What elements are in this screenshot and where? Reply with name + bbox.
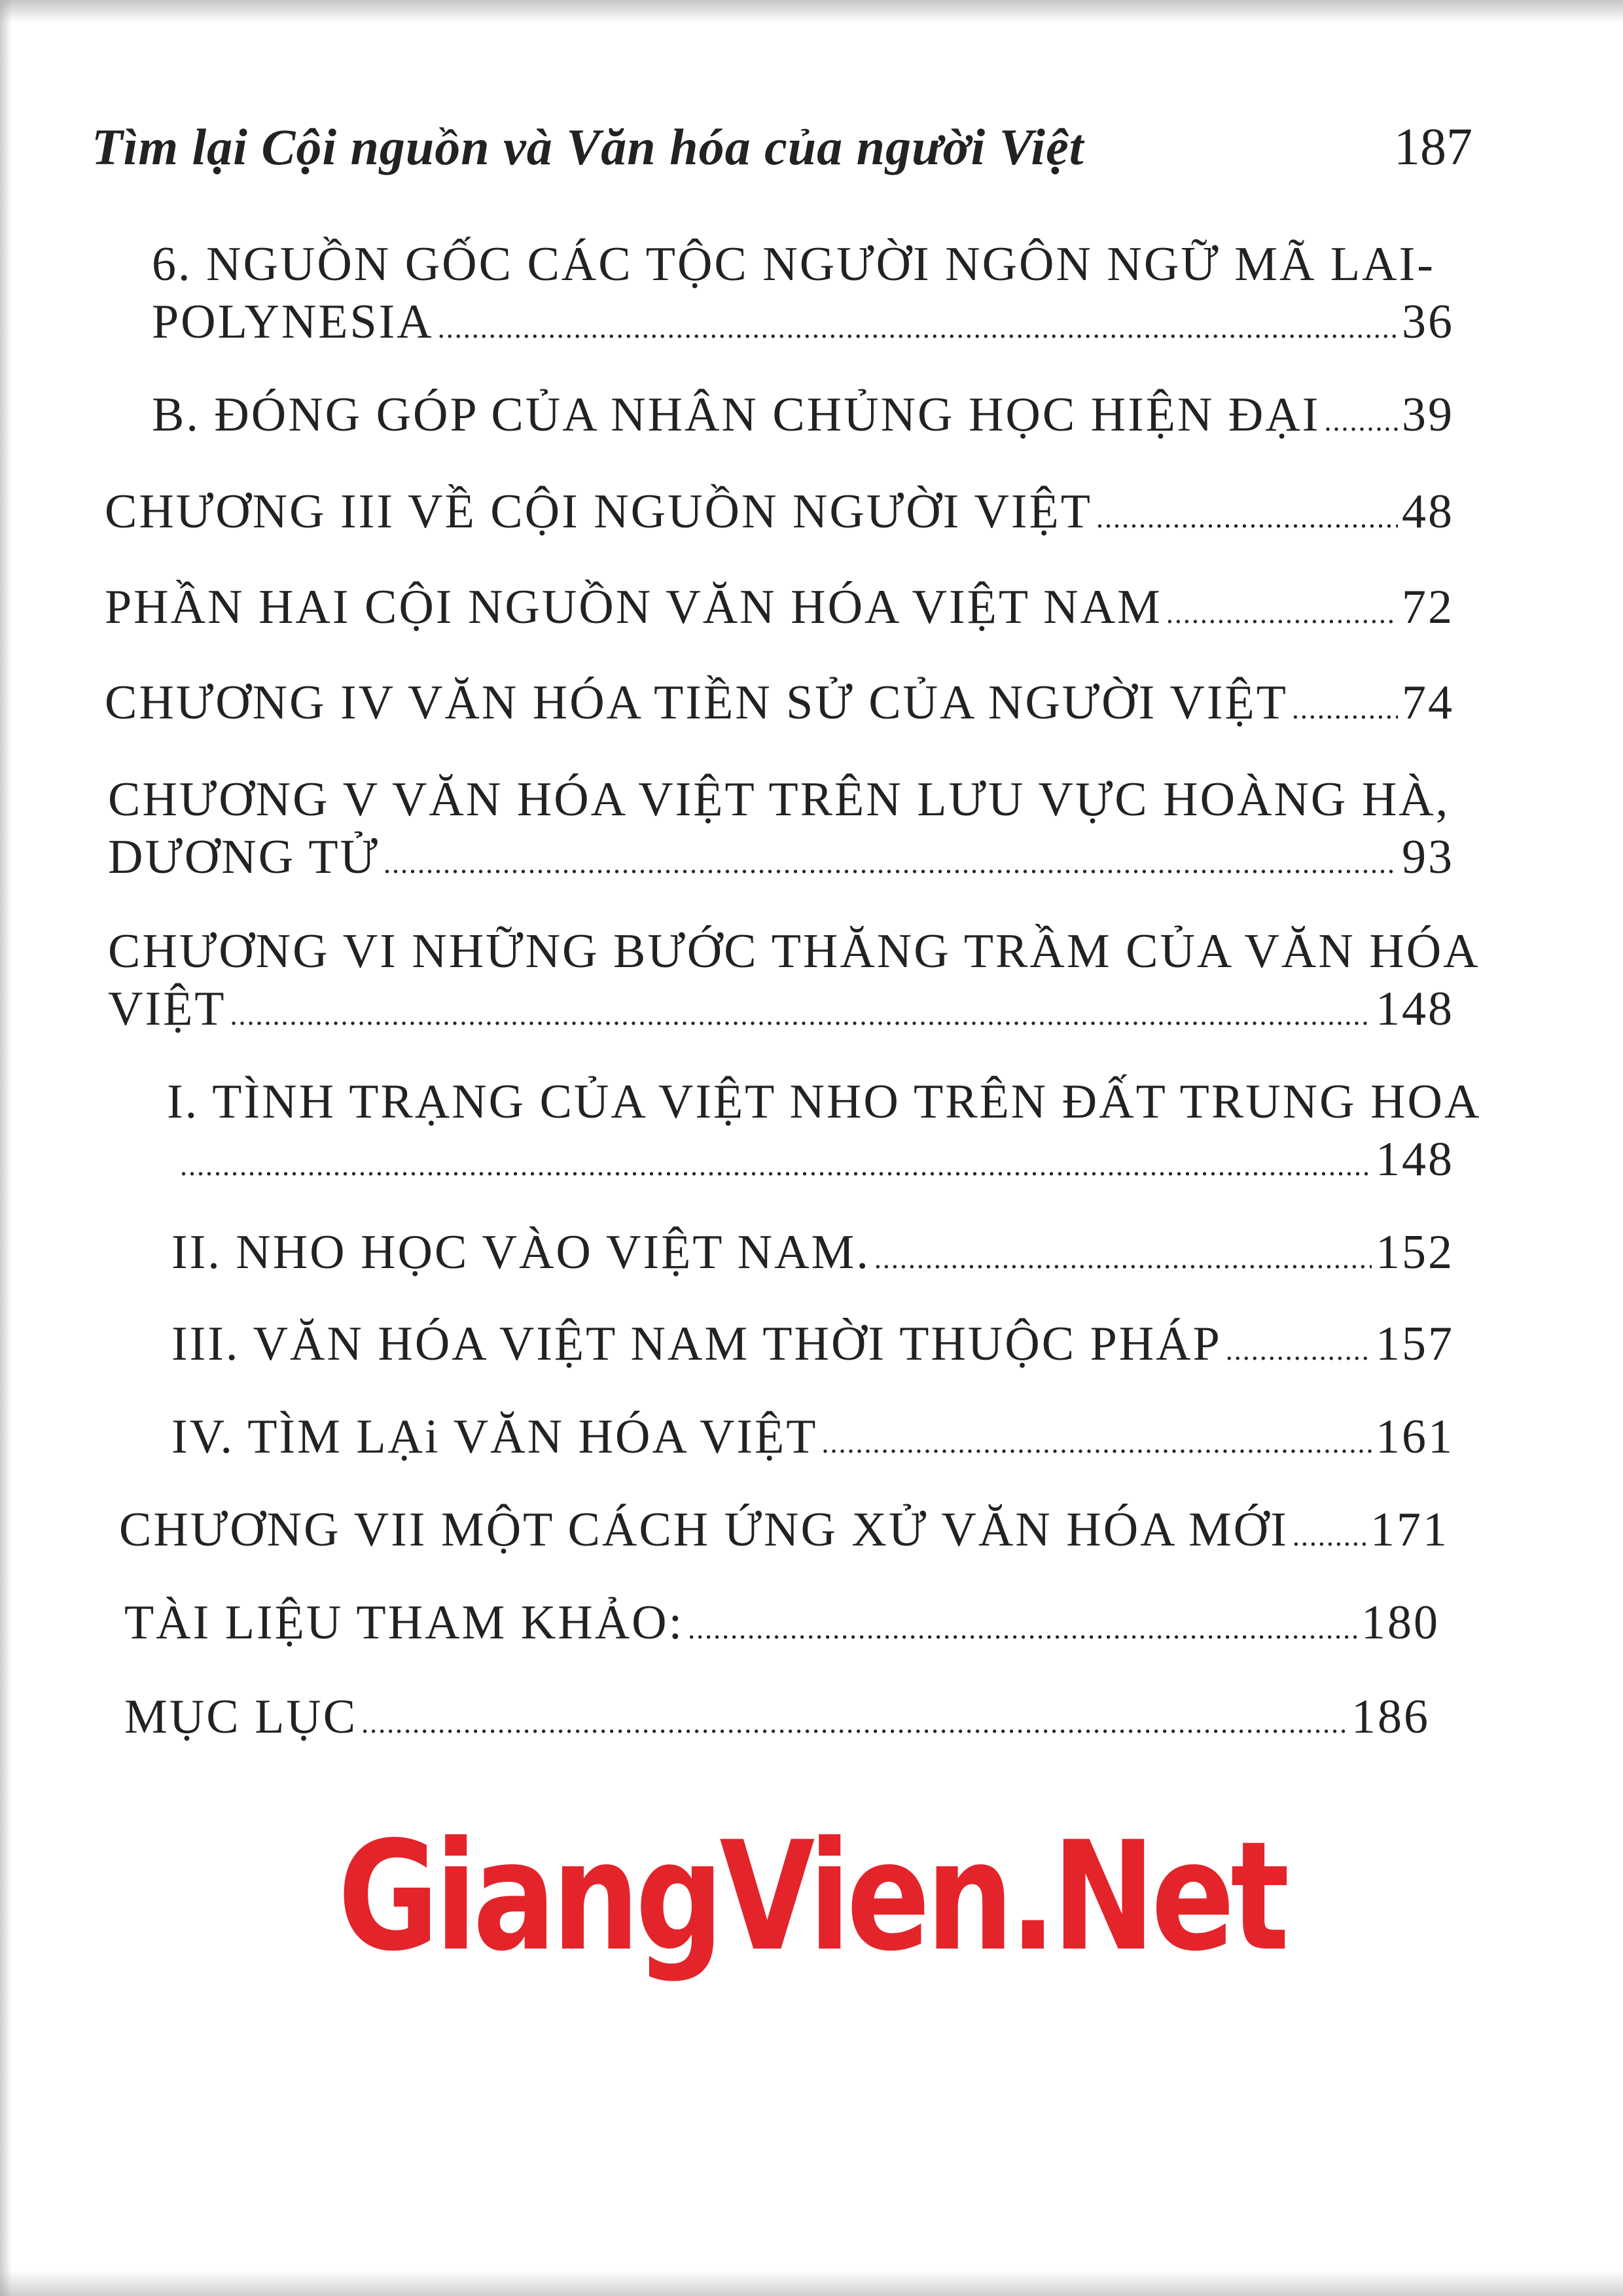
toc-entry xyxy=(108,771,1454,886)
toc-entry-title: CHƯƠNG VII MỘT CÁCH ỨNG XỬ VĂN HÓA MỚI xyxy=(119,1503,1289,1557)
leader-dots xyxy=(438,300,1398,357)
toc-entry-page: 148 xyxy=(1376,982,1454,1036)
toc-entry-page: 171 xyxy=(1370,1503,1449,1557)
toc-entry xyxy=(105,483,1454,540)
toc-entry-page: 161 xyxy=(1376,1410,1454,1464)
toc-entry xyxy=(152,236,1454,351)
toc-entry-title: B. ĐÓNG GÓP CỦA NHÂN CHỦNG HỌC HIỆN ĐẠI xyxy=(152,388,1321,442)
leader-dots xyxy=(1226,1322,1372,1379)
toc-entry-title: CHƯƠNG V VĂN HÓA VIỆT TRÊN LƯU VỰC HOÀNG HÀ, xyxy=(108,773,1450,826)
toc-entry-title-continued: POLYNESIA xyxy=(152,295,434,349)
toc-entry-title: PHẦN HAI CỘI NGUỒN VĂN HÓA VIỆT NAM xyxy=(105,580,1162,634)
watermark-logo: GiangVien.Net xyxy=(338,1810,1285,1985)
toc-entry-page: 180 xyxy=(1361,1596,1440,1650)
toc-entry xyxy=(105,674,1454,732)
toc-entry-title: 6. NGUỒN GỐC CÁC TỘC NGƯỜI NGÔN NGỮ MÃ LAI- xyxy=(152,238,1435,291)
toc-entry-page: 152 xyxy=(1376,1226,1454,1279)
leader-dots xyxy=(1292,680,1398,738)
leader-dots xyxy=(874,1230,1372,1288)
toc-entry-page: 72 xyxy=(1402,580,1454,634)
page-number: 187 xyxy=(1394,118,1472,176)
leader-dots xyxy=(361,1695,1347,1752)
toc-entry-title: II. NHO HỌC VÀO VIỆT NAM. xyxy=(171,1226,870,1279)
toc-entry-title-continued: DƯƠNG TỬ xyxy=(108,830,380,884)
toc-entry-title: CHƯƠNG III VỀ CỘI NGUỒN NGƯỜI VIỆT xyxy=(105,485,1092,539)
toc-entry xyxy=(105,578,1454,636)
toc-entry xyxy=(171,1315,1454,1373)
leader-dots xyxy=(688,1600,1357,1658)
leader-dots xyxy=(1096,489,1398,547)
leader-dots xyxy=(1324,393,1398,450)
toc-entry xyxy=(167,1073,1482,1188)
toc-entry xyxy=(119,1501,1449,1559)
toc-entry-page: 48 xyxy=(1402,485,1454,539)
toc-entry xyxy=(171,1224,1454,1281)
leader-dots xyxy=(230,987,1372,1044)
toc-entry-title: III. VĂN HÓA VIỆT NAM THỜI THUỘC PHÁP xyxy=(171,1317,1222,1371)
toc-entry-title: CHƯƠNG IV VĂN HÓA TIỀN SỬ CỦA NGƯỜI VIỆT xyxy=(105,676,1288,730)
toc-entry-title: IV. TÌM LẠi VĂN HÓA VIỆT xyxy=(171,1410,818,1464)
toc-entry-page: 157 xyxy=(1376,1317,1454,1371)
toc-entry-title: I. TÌNH TRẠNG CỦA VIỆT NHO TRÊN ĐẤT TRUNG HOA xyxy=(167,1075,1482,1129)
toc-entry-page: 36 xyxy=(1402,295,1454,349)
toc-entry-page: 39 xyxy=(1402,388,1454,442)
leader-dots xyxy=(821,1415,1372,1472)
toc-entry-title: CHƯƠNG VI NHỮNG BƯỚC THĂNG TRẦM CỦA VĂN HÓA xyxy=(108,925,1480,978)
toc-entry-title: TÀI LIỆU THAM KHẢO: xyxy=(124,1596,685,1650)
toc-entry-page: 93 xyxy=(1402,830,1454,884)
toc-entry-page: 148 xyxy=(1376,1133,1454,1186)
toc-entry xyxy=(152,386,1454,444)
toc-entry-title: MỤC LỤC xyxy=(124,1690,358,1744)
leader-dots xyxy=(1293,1508,1366,1565)
leader-dots xyxy=(1166,585,1398,643)
leader-dots xyxy=(180,1137,1372,1195)
toc-entry xyxy=(108,923,1480,1038)
toc-entry xyxy=(124,1688,1430,1746)
toc-entry-title-continued: VIỆT xyxy=(108,982,226,1036)
toc-entry-page: 186 xyxy=(1351,1690,1430,1744)
toc-entry-page: 74 xyxy=(1402,676,1454,730)
toc-entry xyxy=(171,1408,1454,1466)
running-header-title: Tìm lại Cội nguồn và Văn hóa của người Việt xyxy=(92,118,1084,175)
leader-dots xyxy=(383,835,1398,892)
toc-entry xyxy=(124,1594,1440,1651)
